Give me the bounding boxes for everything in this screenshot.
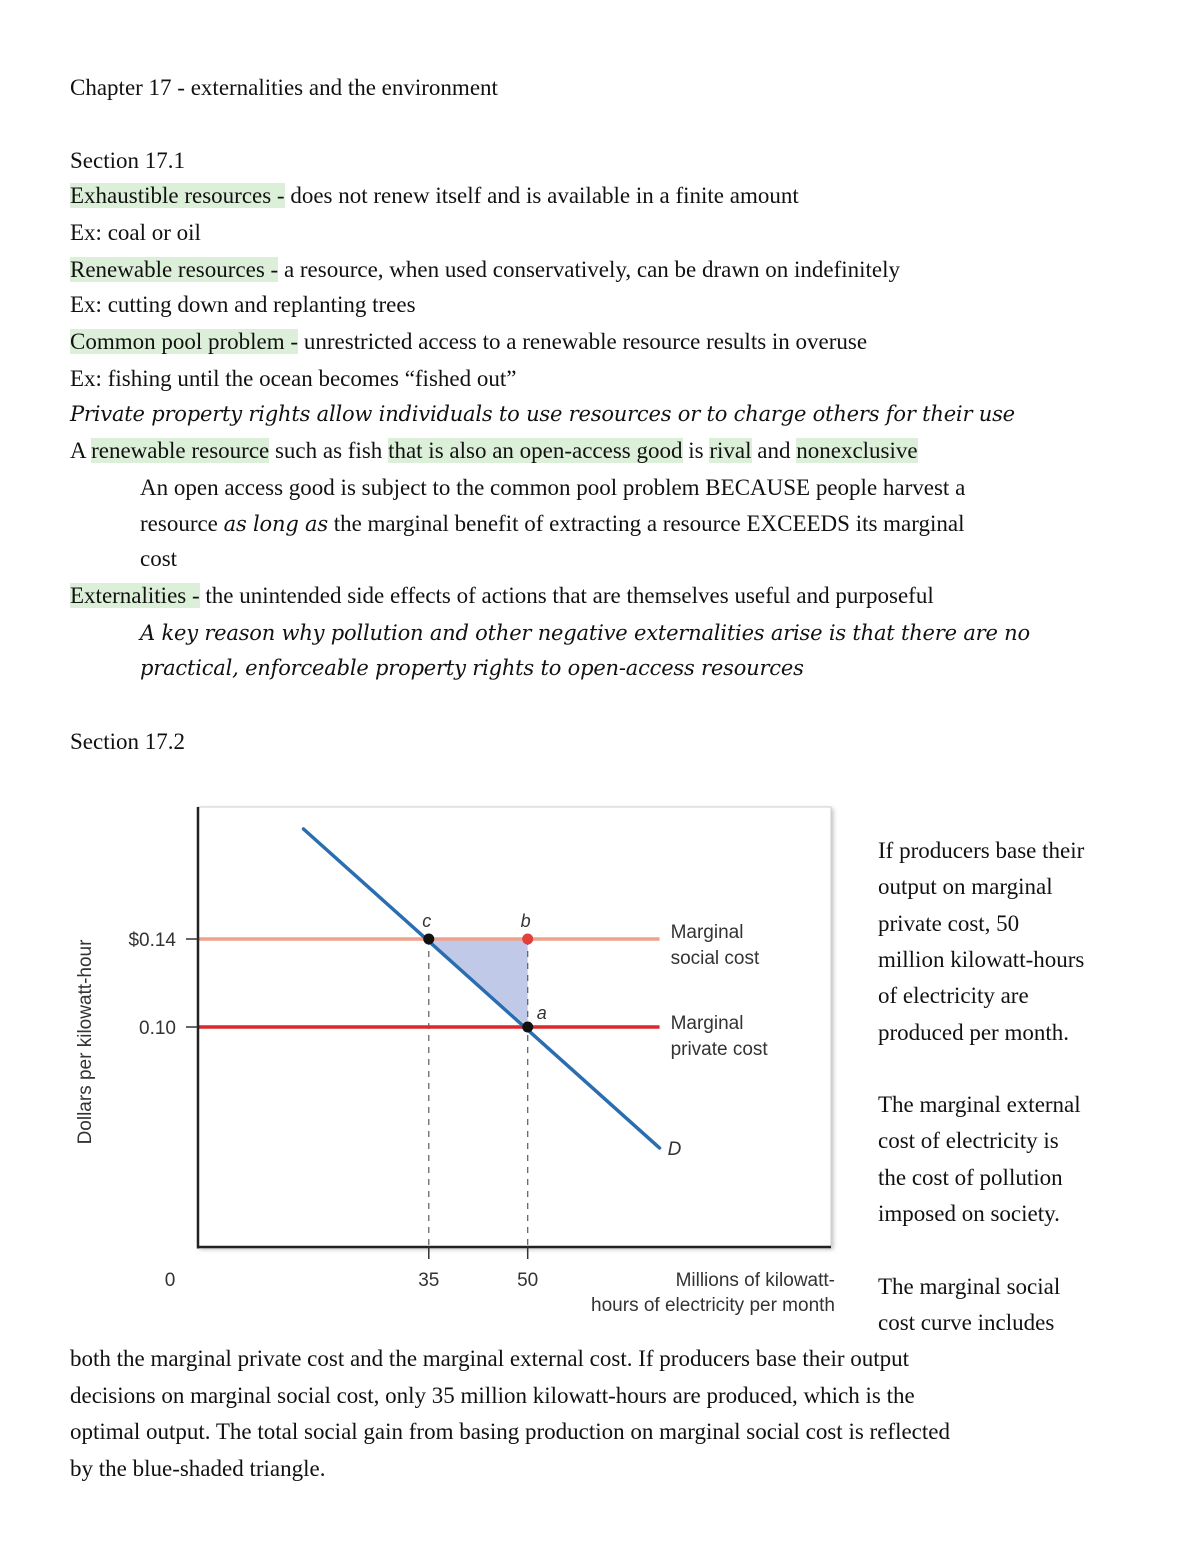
- hl-open-access: that is also an open-access good: [388, 438, 683, 463]
- point-a: [522, 1022, 533, 1033]
- def-externalities: the unintended side effects of actions that are themselves useful and purposeful: [199, 583, 934, 608]
- term-renewable: Renewable resources -: [70, 257, 279, 282]
- mpc-label-line-2: private cost: [670, 1039, 768, 1060]
- chart-svg: [60, 795, 860, 1335]
- origin-label: 0: [164, 1270, 176, 1291]
- example-coal: Ex: coal or oil: [70, 220, 201, 245]
- x-axis-title-line-1: Millions of kilowatt-: [675, 1270, 835, 1291]
- externality-chart: [60, 795, 860, 1335]
- term-exhaustible: Exhaustible resources -: [70, 183, 285, 208]
- def-common-pool: unrestricted access to a renewable resource results in overuse: [298, 329, 868, 354]
- renewable-definition: [70, 255, 900, 285]
- side-text-line: cost of electricity is: [878, 1128, 1059, 1154]
- term-common-pool: Common pool problem -: [70, 329, 299, 354]
- text-fragment: such as fish: [269, 438, 389, 463]
- page-heading: Chapter 17 - externalities and the environment: [70, 75, 498, 100]
- property-rights-note: Private property rights allow individuals to use resources or to charge others for their use: [70, 402, 1015, 426]
- bottom-text-line: optimal output. The total social gain from basing production on marginal social cost is reflected: [70, 1419, 950, 1445]
- renewable-sentence: [70, 436, 918, 466]
- side-text-line: cost curve includes: [878, 1309, 1055, 1335]
- side-text-line: The marginal social: [878, 1273, 1061, 1299]
- point-c: [423, 934, 434, 945]
- y-tick-label: 0.10: [139, 1018, 176, 1039]
- def-exhaustible: does not renew itself and is available in a finite amount: [284, 183, 799, 208]
- y-axis-title: Dollars per kilowatt-hour: [75, 939, 96, 1145]
- msc-label-line-2: social cost: [670, 948, 760, 969]
- bottom-text-line: decisions on marginal social cost, only 35 million kilowatt-hours are produced, which is the: [70, 1382, 915, 1408]
- point-label-b: b: [520, 911, 531, 931]
- exhaustible-definition: [70, 181, 799, 211]
- side-text-line: If producers base their: [878, 838, 1085, 863]
- mpc-label-line-1: Marginal: [670, 1013, 744, 1034]
- side-text-line: the cost of pollution: [878, 1164, 1063, 1190]
- open-access-line-1: An open access good is subject to the common pool problem BECAUSE people harvest a: [140, 475, 966, 500]
- hl-nonexclusive: nonexclusive: [796, 438, 918, 463]
- point-b: [522, 934, 533, 945]
- open-access-line-2: [140, 509, 965, 539]
- bottom-text-line: both the marginal private cost and the marginal external cost. If producers base their output: [70, 1346, 910, 1371]
- hl-renewable-resource: renewable resource: [91, 438, 270, 463]
- as-long-as-emphasis: as long as: [223, 512, 328, 536]
- hl-rival: rival: [709, 438, 752, 463]
- example-trees: Ex: cutting down and replanting trees: [70, 292, 416, 317]
- side-text-line: imposed on society.: [878, 1201, 1060, 1226]
- bottom-text-line: by the blue-shaded triangle.: [70, 1455, 326, 1481]
- x-tick-label: 35: [418, 1270, 440, 1291]
- common-pool-definition: [70, 327, 867, 357]
- externalities-definition: [70, 581, 934, 611]
- term-externalities: Externalities -: [70, 583, 200, 608]
- key-reason-line-2: practical, enforceable property rights to open-access resources: [140, 656, 804, 680]
- point-label-c: c: [422, 911, 432, 931]
- text-fragment: and: [751, 438, 797, 463]
- y-tick-label: $0.14: [128, 930, 176, 951]
- side-text-line: The marginal external: [878, 1092, 1081, 1118]
- demand-label: D: [667, 1139, 682, 1160]
- x-tick-label: 50: [517, 1270, 539, 1291]
- side-text-line: output on marginal: [878, 874, 1053, 900]
- msc-label-line-1: Marginal: [670, 922, 744, 943]
- def-renewable: a resource, when used conservatively, can be drawn on indefinitely: [278, 257, 901, 282]
- side-text-line: private cost, 50: [878, 910, 1020, 936]
- x-axis-title-line-2: hours of electricity per month: [591, 1295, 835, 1316]
- section-17-2-heading: Section 17.2: [70, 729, 185, 754]
- open-access-line-3: cost: [140, 546, 178, 571]
- text-fragment: resource: [140, 511, 224, 536]
- side-text-line: million kilowatt-hours: [878, 946, 1085, 972]
- text-fragment: is: [682, 438, 710, 463]
- section-17-1-heading: Section 17.1: [70, 148, 185, 173]
- text-fragment: the marginal benefit of extracting a resource EXCEEDS its marginal: [327, 511, 965, 536]
- side-text-line: of electricity are: [878, 983, 1029, 1009]
- side-text-line: produced per month.: [878, 1019, 1069, 1045]
- point-label-a: a: [536, 1003, 547, 1023]
- example-fishing: Ex: fishing until the ocean becomes “fished out”: [70, 366, 517, 391]
- text-fragment: A: [70, 438, 92, 463]
- key-reason-line-1: A key reason why pollution and other negative externalities arise is that there are no: [140, 621, 1030, 645]
